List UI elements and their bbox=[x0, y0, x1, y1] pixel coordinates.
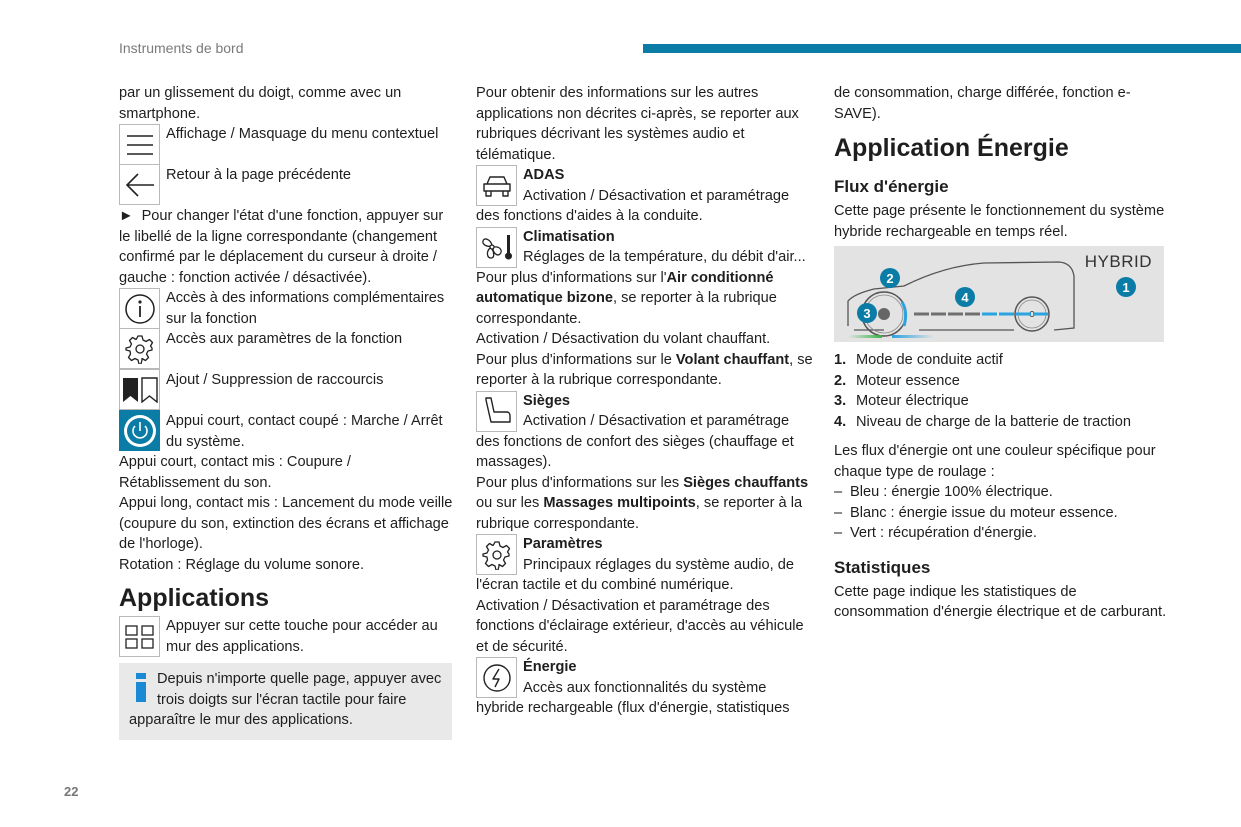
app-title: Climatisation bbox=[523, 228, 615, 245]
svg-text:3: 3 bbox=[863, 306, 871, 321]
section-title: Instruments de bord bbox=[119, 40, 244, 56]
power-line: Rotation : Réglage du volume sonore. bbox=[119, 556, 365, 573]
intro-text: Pour obtenir des informations sur les autres applications non décrites ci-après, se reporter aux rubriques décrivant les systèmes audio et télématique. bbox=[476, 85, 799, 163]
callout-3 bbox=[857, 303, 877, 323]
bullet-text: Pour changer l'état d'une fonction, appuyer sur le libellé de la ligne correspondante (changement confirmé par le déplacement du curseur à droite / gauche : fonction activée / désactivée). bbox=[119, 208, 444, 286]
energy-bolt-icon bbox=[476, 657, 517, 698]
continuation-text: de consommation, charge différée, fonction e-SAVE). bbox=[834, 85, 1131, 122]
icon-item-back bbox=[119, 165, 455, 206]
figure-legend bbox=[834, 350, 1169, 432]
info-note bbox=[119, 663, 452, 740]
bullet-marker: ► bbox=[119, 208, 134, 224]
svg-text:1: 1 bbox=[1122, 280, 1130, 295]
hybrid-energy-figure bbox=[834, 246, 1164, 342]
bullet-instruction bbox=[119, 206, 455, 288]
flux-heading: Flux d'énergie bbox=[834, 177, 949, 196]
svg-text:2: 2 bbox=[886, 271, 894, 286]
icon-item-text: Appuyer sur cette touche pour accéder au mur des applications. bbox=[166, 618, 438, 655]
app-title: Énergie bbox=[523, 659, 577, 675]
flux-text: Cette page présente le fonctionnement du système hybride rechargeable en temps réel. bbox=[834, 203, 1165, 240]
color-item: – Blanc : énergie issue du moteur essence. bbox=[834, 503, 1169, 524]
battery-segment bbox=[999, 313, 1014, 316]
battery-segment bbox=[914, 313, 929, 316]
battery-segment bbox=[982, 313, 997, 316]
app-description: Activation / Désactivation et paramétrage des fonctions de confort des sièges (chauffage et massages). bbox=[476, 413, 794, 470]
battery-charge-bar bbox=[914, 313, 1048, 316]
link-volant-chauffant: Volant chauffant bbox=[675, 351, 790, 368]
apps-grid-icon bbox=[119, 616, 160, 657]
battery-segment bbox=[1033, 313, 1048, 316]
app-description: Accès aux fonctionnalités du système hybride rechargeable (flux d'énergie, statistiques bbox=[476, 679, 790, 716]
icon-item-info bbox=[119, 288, 455, 329]
column-2 bbox=[476, 83, 816, 719]
bookmark-icon bbox=[119, 369, 160, 410]
icon-item-shortcuts bbox=[119, 370, 455, 411]
app-title: Sièges bbox=[523, 392, 571, 409]
app-item-parametres bbox=[476, 534, 816, 596]
fan-thermometer-icon bbox=[476, 227, 517, 268]
icon-item-settings bbox=[119, 329, 455, 370]
link-air-conditionne: Air conditionné automatique bizone bbox=[476, 269, 774, 306]
icon-item-text: Accès aux paramètres de la fonction bbox=[166, 331, 403, 347]
intro-text: par un glissement du doigt, comme avec un smartphone. bbox=[119, 85, 402, 122]
battery-segment bbox=[965, 313, 980, 316]
icon-item-text: Retour à la page précédente bbox=[166, 167, 351, 183]
volant-line: Activation / Désactivation du volant chauffant. bbox=[476, 331, 771, 347]
icon-item-text: Accès à des informations complémentaires sur la fonction bbox=[166, 290, 445, 327]
callout-2 bbox=[880, 268, 900, 288]
app-description: Principaux réglages du système audio, de l'écran tactile et du combiné numérique. bbox=[476, 556, 794, 593]
params-more: Activation / Désactivation et paramétrage des fonctions d'éclairage extérieur, d'accès au véhicule et de sécurité. bbox=[476, 597, 804, 655]
driving-mode-label: HYBRID bbox=[1084, 252, 1152, 271]
callout-1 bbox=[1116, 277, 1136, 297]
power-line: Appui long, contact mis : Lancement du mode veille (coupure du son, extinction des écrans et affichage de l'horloge). bbox=[119, 495, 453, 552]
menu-icon bbox=[119, 124, 160, 165]
power-line: Appui court, contact mis : Coupure / Rétablissement du son. bbox=[119, 454, 351, 491]
column-1 bbox=[119, 83, 455, 740]
stats-text: Cette page indique les statistiques de consommation d'énergie électrique et de carburant. bbox=[834, 583, 1167, 620]
info-icon bbox=[119, 288, 160, 329]
app-item-climatisation bbox=[476, 227, 816, 268]
electric-motor-icon bbox=[878, 308, 890, 320]
colors-list bbox=[834, 482, 1169, 544]
energy-app-heading: Application Énergie bbox=[834, 134, 1069, 162]
svg-text:4: 4 bbox=[961, 290, 969, 305]
app-description: Activation / Désactivation et paramétrage des fonctions d'aides à la conduite. bbox=[476, 187, 790, 224]
power-icon bbox=[119, 410, 160, 451]
page-number: 22 bbox=[64, 784, 79, 799]
icon-item-menu bbox=[119, 124, 455, 165]
battery-segment bbox=[931, 313, 946, 316]
link-sieges-chauffants: Sièges chauffants bbox=[683, 474, 809, 491]
clim-more-info: Pour plus d'informations sur l'Air conditionné automatique bizone, se reporter à la rubrique correspondante. bbox=[476, 269, 777, 327]
legend-item: 4. Niveau de charge de la batterie de traction bbox=[834, 413, 1132, 430]
car-icon bbox=[476, 165, 517, 206]
back-arrow-icon bbox=[119, 164, 160, 205]
icon-item-text: Ajout / Suppression de raccourcis bbox=[166, 372, 384, 388]
icon-item-apps bbox=[119, 616, 455, 657]
stats-heading: Statistiques bbox=[834, 557, 931, 577]
legend-item: 2. Moteur essence bbox=[834, 372, 960, 389]
volant-more-info: Pour plus d'informations sur le Volant chauffant, se reporter à la rubrique correspondante. bbox=[476, 351, 813, 388]
gear-icon bbox=[476, 534, 517, 575]
app-title: Paramètres bbox=[523, 536, 603, 552]
gear-icon bbox=[119, 328, 160, 369]
header-accent-bar bbox=[643, 44, 1241, 53]
info-i-icon bbox=[135, 673, 147, 705]
app-item-adas bbox=[476, 165, 816, 227]
callout-4 bbox=[955, 287, 975, 307]
legend-item: 1. Mode de conduite actif bbox=[834, 352, 1003, 368]
battery-segment bbox=[1016, 313, 1031, 316]
icon-item-text: Affichage / Masquage du menu contextuel bbox=[166, 126, 439, 142]
link-massages-multipoints: Massages multipoints bbox=[543, 495, 696, 511]
applications-heading: Applications bbox=[119, 584, 270, 612]
battery-segment bbox=[948, 313, 963, 316]
app-item-sieges bbox=[476, 391, 816, 473]
color-item: – Vert : récupération d'énergie. bbox=[834, 523, 1169, 544]
app-title: ADAS bbox=[523, 167, 565, 183]
icon-item-text: Appui court, contact coupé : Marche / Arrêt du système. bbox=[166, 413, 443, 450]
app-description: Réglages de la température, du débit d'air... bbox=[523, 249, 806, 265]
legend-item: 3. Moteur électrique bbox=[834, 393, 969, 409]
seat-icon bbox=[476, 391, 517, 432]
color-item: – Bleu : énergie 100% électrique. bbox=[834, 482, 1169, 503]
icon-item-power bbox=[119, 411, 455, 452]
sieges-more-info: Pour plus d'informations sur les Sièges chauffants ou sur les Massages multipoints, se reporter à la rubrique correspondante. bbox=[476, 474, 809, 532]
app-item-energie bbox=[476, 657, 816, 719]
column-3 bbox=[834, 83, 1169, 623]
colors-intro: Les flux d'énergie ont une couleur spécifique pour chaque type de roulage : bbox=[834, 443, 1156, 480]
info-note-text: Depuis n'importe quelle page, appuyer avec trois doigts sur l'écran tactile pour faire apparaître le mur des applications. bbox=[129, 671, 442, 728]
